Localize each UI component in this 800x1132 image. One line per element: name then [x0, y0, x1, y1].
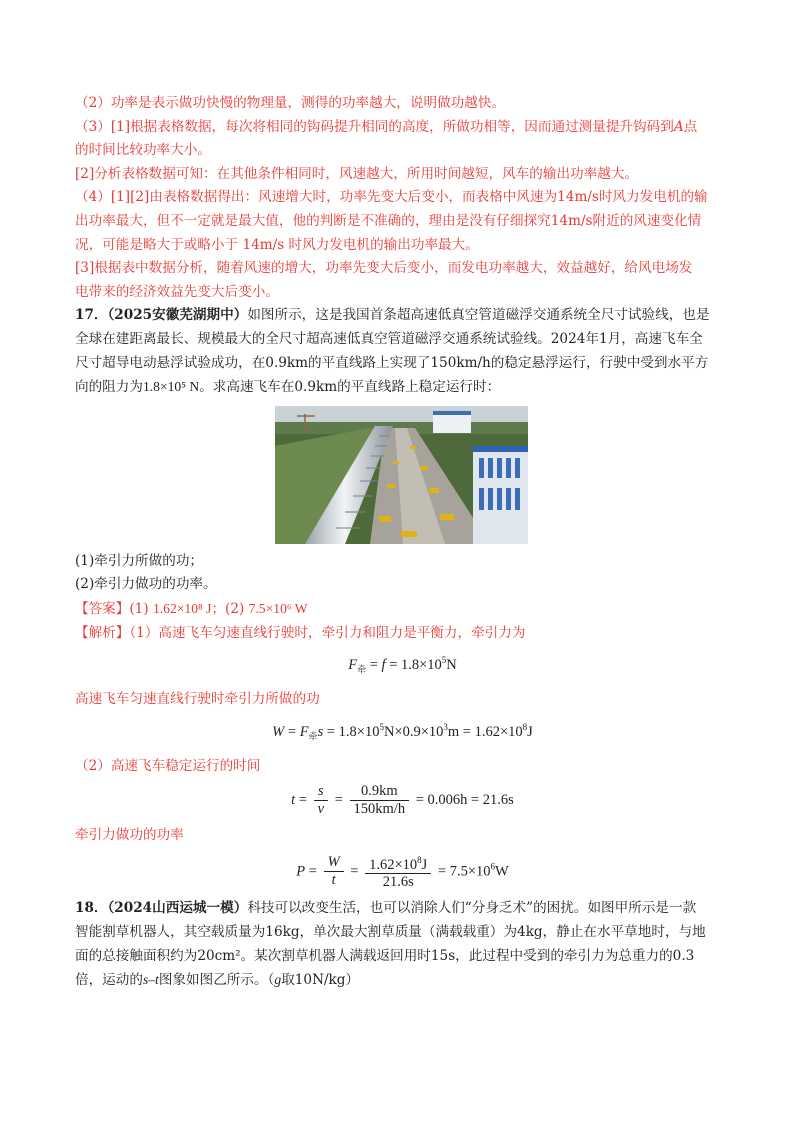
point-label: A	[673, 118, 684, 135]
question-text: 倍，运动的	[75, 972, 143, 989]
answer-part-4-line2: 出功率最大，但不一定就是最大值，他的判断是不准确的，理由是没有仔细探究14m/s附近的风速变化情	[75, 212, 702, 229]
analysis-label: 【解析】	[75, 624, 130, 641]
question-17-line1	[75, 304, 730, 328]
answer-line	[75, 597, 730, 622]
equation-time: t = $\frac{s}{v}$ = $\frac{0.9km}{150km/h}$ = 0.006h = 21.6s	[291, 782, 514, 817]
question-17-line4	[75, 375, 730, 400]
gravity-symbol: g	[274, 972, 282, 988]
answer-1-value: 1.62×10⁸ J	[152, 600, 212, 616]
analysis-line4: 牵引力做功的功率	[75, 826, 184, 843]
question-18-line3: 面的总接触面积约为20cm²。某次割草机器人满载返回用时15s，此过程中受到的牵引力为总重力的0.3	[75, 947, 695, 964]
answer-part-4-item3-line1: [3]根据表中数据分析，随着风速的增大，功率先变大后变小，而发电功率越大，效益越好，给风电场发	[75, 260, 693, 277]
answer-part-3-line2: 的时间比较功率大小。	[75, 142, 211, 159]
answer-part-4-line3: 况，可能是略大于或略小于 14m/s 时风力发电机的输出功率最大。	[75, 236, 479, 253]
question-17-sub1: (1)牵引力所做的功；	[75, 552, 204, 569]
question-18-line2: 智能割草机器人，其空载质量为16kg，单次最大割草质量（满载载重）为4kg，静止在水平草地时，与地	[75, 923, 706, 940]
equation-power: P = $\frac{W}{t}$ = $\frac{1.62\times 10^8J}{21.6s}$ = $7.5\times 10^6W$	[75, 852, 730, 892]
answer-part-3-item2: [2]分析表格数据可知：在其他条件相同时，风速越大，所用时间越短，风车的输出功率越大。	[75, 165, 639, 182]
answer-label: ；(2)	[211, 600, 249, 617]
answer-part-4-line1: （4）[1][2]由表格数据得出：风速增大时，功率先变大后变小，而表格中风速为14m/s时风力发电机的输	[75, 189, 708, 206]
question-number: 18．	[75, 900, 108, 917]
answer-part-2: （2）功率是表示做功快慢的物理量，测得的功率越大，说明做功越快。	[75, 95, 506, 111]
question-text: 。求高速飞车在0.9km的平直线路上稳定运行时：	[199, 379, 501, 396]
question-source: （2024山西运城一模）	[107, 900, 248, 917]
question-18-line4	[75, 968, 730, 993]
question-18-line1	[75, 897, 730, 921]
force-value: 1.8×10⁵ N	[142, 379, 200, 395]
question-text: 向的阻力为	[75, 379, 143, 396]
answer-part-4-item3-line2: 电带来的经济效益先变大后变小。	[75, 283, 279, 300]
equation-traction-force: $F_牵 = f = 1.8\times 10^5N$	[348, 655, 457, 675]
question-text: 取10N/kg）	[281, 972, 360, 989]
question-text: 如图所示，这是我国首条超高速低真空管道磁浮交通系统全尺寸试验线，也是	[247, 307, 710, 324]
question-17-line3: 尺寸超导电动悬浮试验成功，在0.9km的平直线路上实现了150km/h的稳定悬浮运行，行驶中受到水平方	[75, 354, 709, 371]
answer-label: 【答案】	[75, 600, 130, 617]
question-17-sub2: (2)牵引力做功的功率。	[75, 576, 217, 593]
question-text: 科技可以改变生活，也可以消除人们“分身乏术”的困扰。如图甲所示是一款	[247, 900, 697, 917]
text: 点	[683, 118, 698, 135]
question-text: 图象如图乙所示。（	[158, 972, 275, 989]
question-number: 17．	[75, 307, 108, 324]
document-page	[75, 92, 730, 993]
equation-work: $W = F_牵s = 1.8\times 10^5N\times 0.9\times 10^3m = 1.62\times 10^8J$	[272, 722, 533, 742]
answer-2-value: 7.5×10⁶ W	[248, 600, 308, 616]
analysis-line3: （2）高速飞车稳定运行的时间	[75, 758, 261, 775]
question-source: （2025安徽芜湖期中）	[107, 307, 248, 324]
maglev-photo-illustration	[275, 406, 528, 544]
analysis-line2: 高速飞车匀速直线行驶时牵引力所做的功	[75, 691, 320, 708]
text: （3）[1]根据表格数据，每次将相同的钩码提升相同的高度，所做功相等，因而通过测量提升钩码到	[75, 118, 674, 135]
graph-label: s–t	[142, 972, 159, 988]
question-17-line2: 全球在建距离最长、规模最大的全尺寸超高速低真空管道磁浮交通系统试验线。2024年1月，高速飞车全	[75, 330, 703, 347]
analysis-text: （1）高速飞车匀速直线行驶时，牵引力和阻力是平衡力，牵引力为	[129, 624, 526, 641]
answer-part-3-line1	[75, 116, 730, 140]
answer-label: (1)	[129, 600, 153, 617]
analysis-line1	[75, 622, 730, 646]
maglev-test-line-photo	[275, 406, 528, 544]
